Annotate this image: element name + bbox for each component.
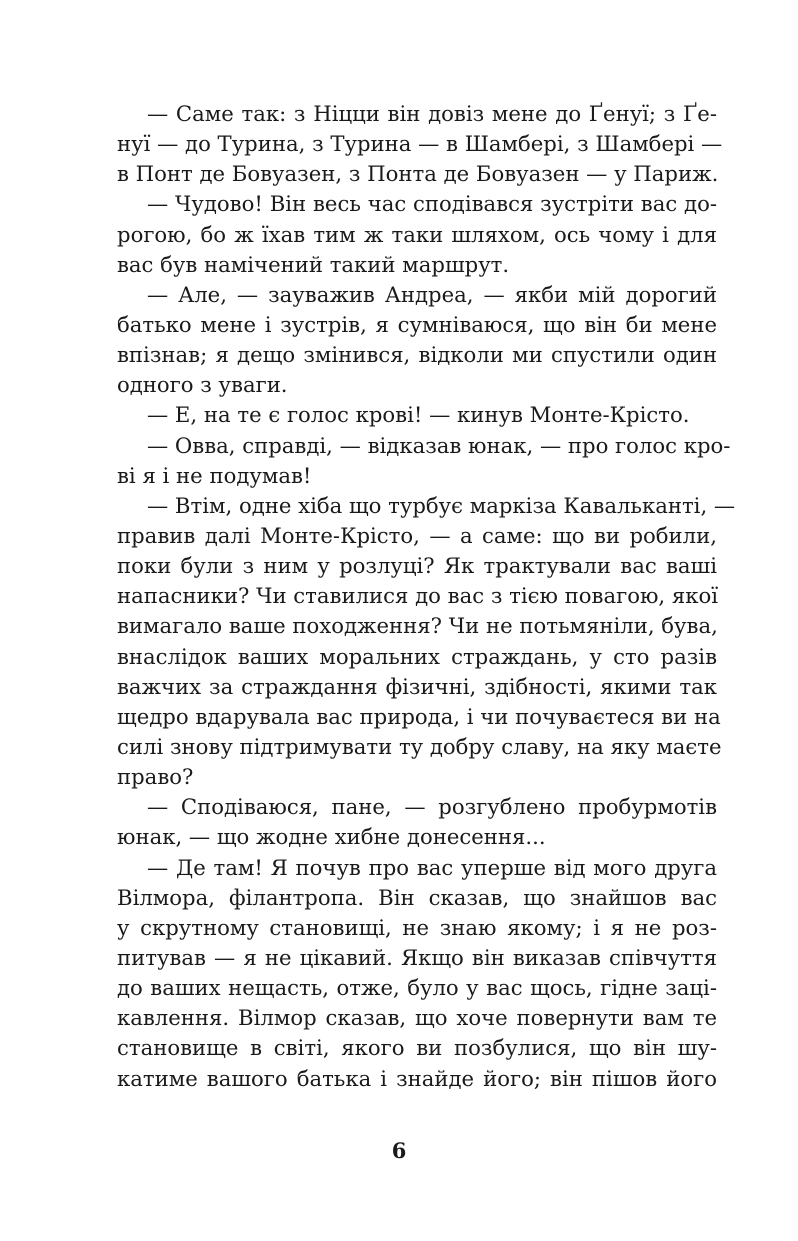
body-text — [117, 99, 736, 1094]
text-line: — Саме так: з Ніцци він довіз мене до Ґенуї; з Ґе- — [147, 101, 717, 126]
text-line: важчих за страждання фізичні, здібності, якими так — [117, 673, 717, 699]
text-line: внаслідок ваших моральних страждань, у сто разів — [117, 643, 717, 669]
text-line: — Чудово! Він весь час сподівався зустріти вас до- — [147, 191, 717, 217]
text-line: у скрутному становищі, не знаю якому; і я не роз- — [117, 914, 717, 940]
text-line: поки були з ним у розлуці? Як трактували вас ваші — [117, 553, 717, 579]
page-number: 6 — [391, 1138, 407, 1163]
text-line: щедро вдарувала вас природа, і чи почуваєтеся ви на — [117, 703, 721, 729]
text-line: — Овва, справді, — відказав юнак, — про голос кро- — [147, 432, 731, 458]
text-line: — Е, на те є голос крові! — кинув Монте-Крісто. — [147, 402, 690, 428]
text-line: напасники? Чи ставилися до вас з тією повагою, якої — [117, 583, 719, 609]
text-line: силі знову підтримувати ту добру славу, на яку маєте — [117, 733, 722, 759]
text-line: правив далі Монте-Крісто, — а саме: що ви робили, — [117, 522, 717, 548]
text-line: кавлення. Вілмор сказав, що хоче повернути вам те — [117, 1005, 717, 1031]
text-line: ві я і не подумав! — [117, 462, 312, 488]
text-line: — Де там! Я почув про вас уперше від мого друга — [147, 854, 717, 880]
text-line: Вілмора, філантропа. Він сказав, що знайшов вас — [117, 884, 717, 910]
text-line: одного з уваги. — [117, 372, 288, 398]
text-line: питував — я не цікавий. Якщо він виказав співчуття — [117, 944, 717, 970]
text-line: — Але, — зауважив Андреа, — якби мій дорогий — [147, 281, 717, 307]
text-line: впізнав; я дещо змінився, відколи ми спустили один — [117, 342, 717, 368]
text-line: право? — [117, 764, 194, 790]
text-line: — Сподіваюся, пане, — розгублено пробурмотів — [147, 794, 717, 820]
text-line: до ваших нещасть, отже, було у вас щось, гідне заці- — [117, 975, 717, 1001]
text-line: катиме вашого батька і знайде його; він пішов його — [117, 1065, 717, 1091]
text-line: вимагало ваше походження? Чи не потьмяніли, бува, — [117, 613, 718, 639]
text-line: рогою, бо ж їхав тим ж таки шляхом, ось чому і для — [117, 221, 717, 247]
text-line: становище в світі, якого ви позбулися, що він шу- — [117, 1035, 717, 1061]
text-line: юнак, — що жодне хибне донесення... — [117, 824, 546, 850]
text-line: в Понт де Бовуазен, з Понта де Бовуазен — у Париж. — [117, 161, 719, 187]
text-line: нуї — до Турина, з Турина — в Шамбері, з Шамбері — — [117, 131, 723, 157]
text-line: батько мене і зустрів, я сумніваюся, що він би мене — [117, 311, 717, 337]
text-line: — Втім, одне хіба що турбує маркіза Кавальканті, — — [147, 492, 736, 518]
text-line: вас був намічений такий маршрут. — [117, 251, 510, 277]
